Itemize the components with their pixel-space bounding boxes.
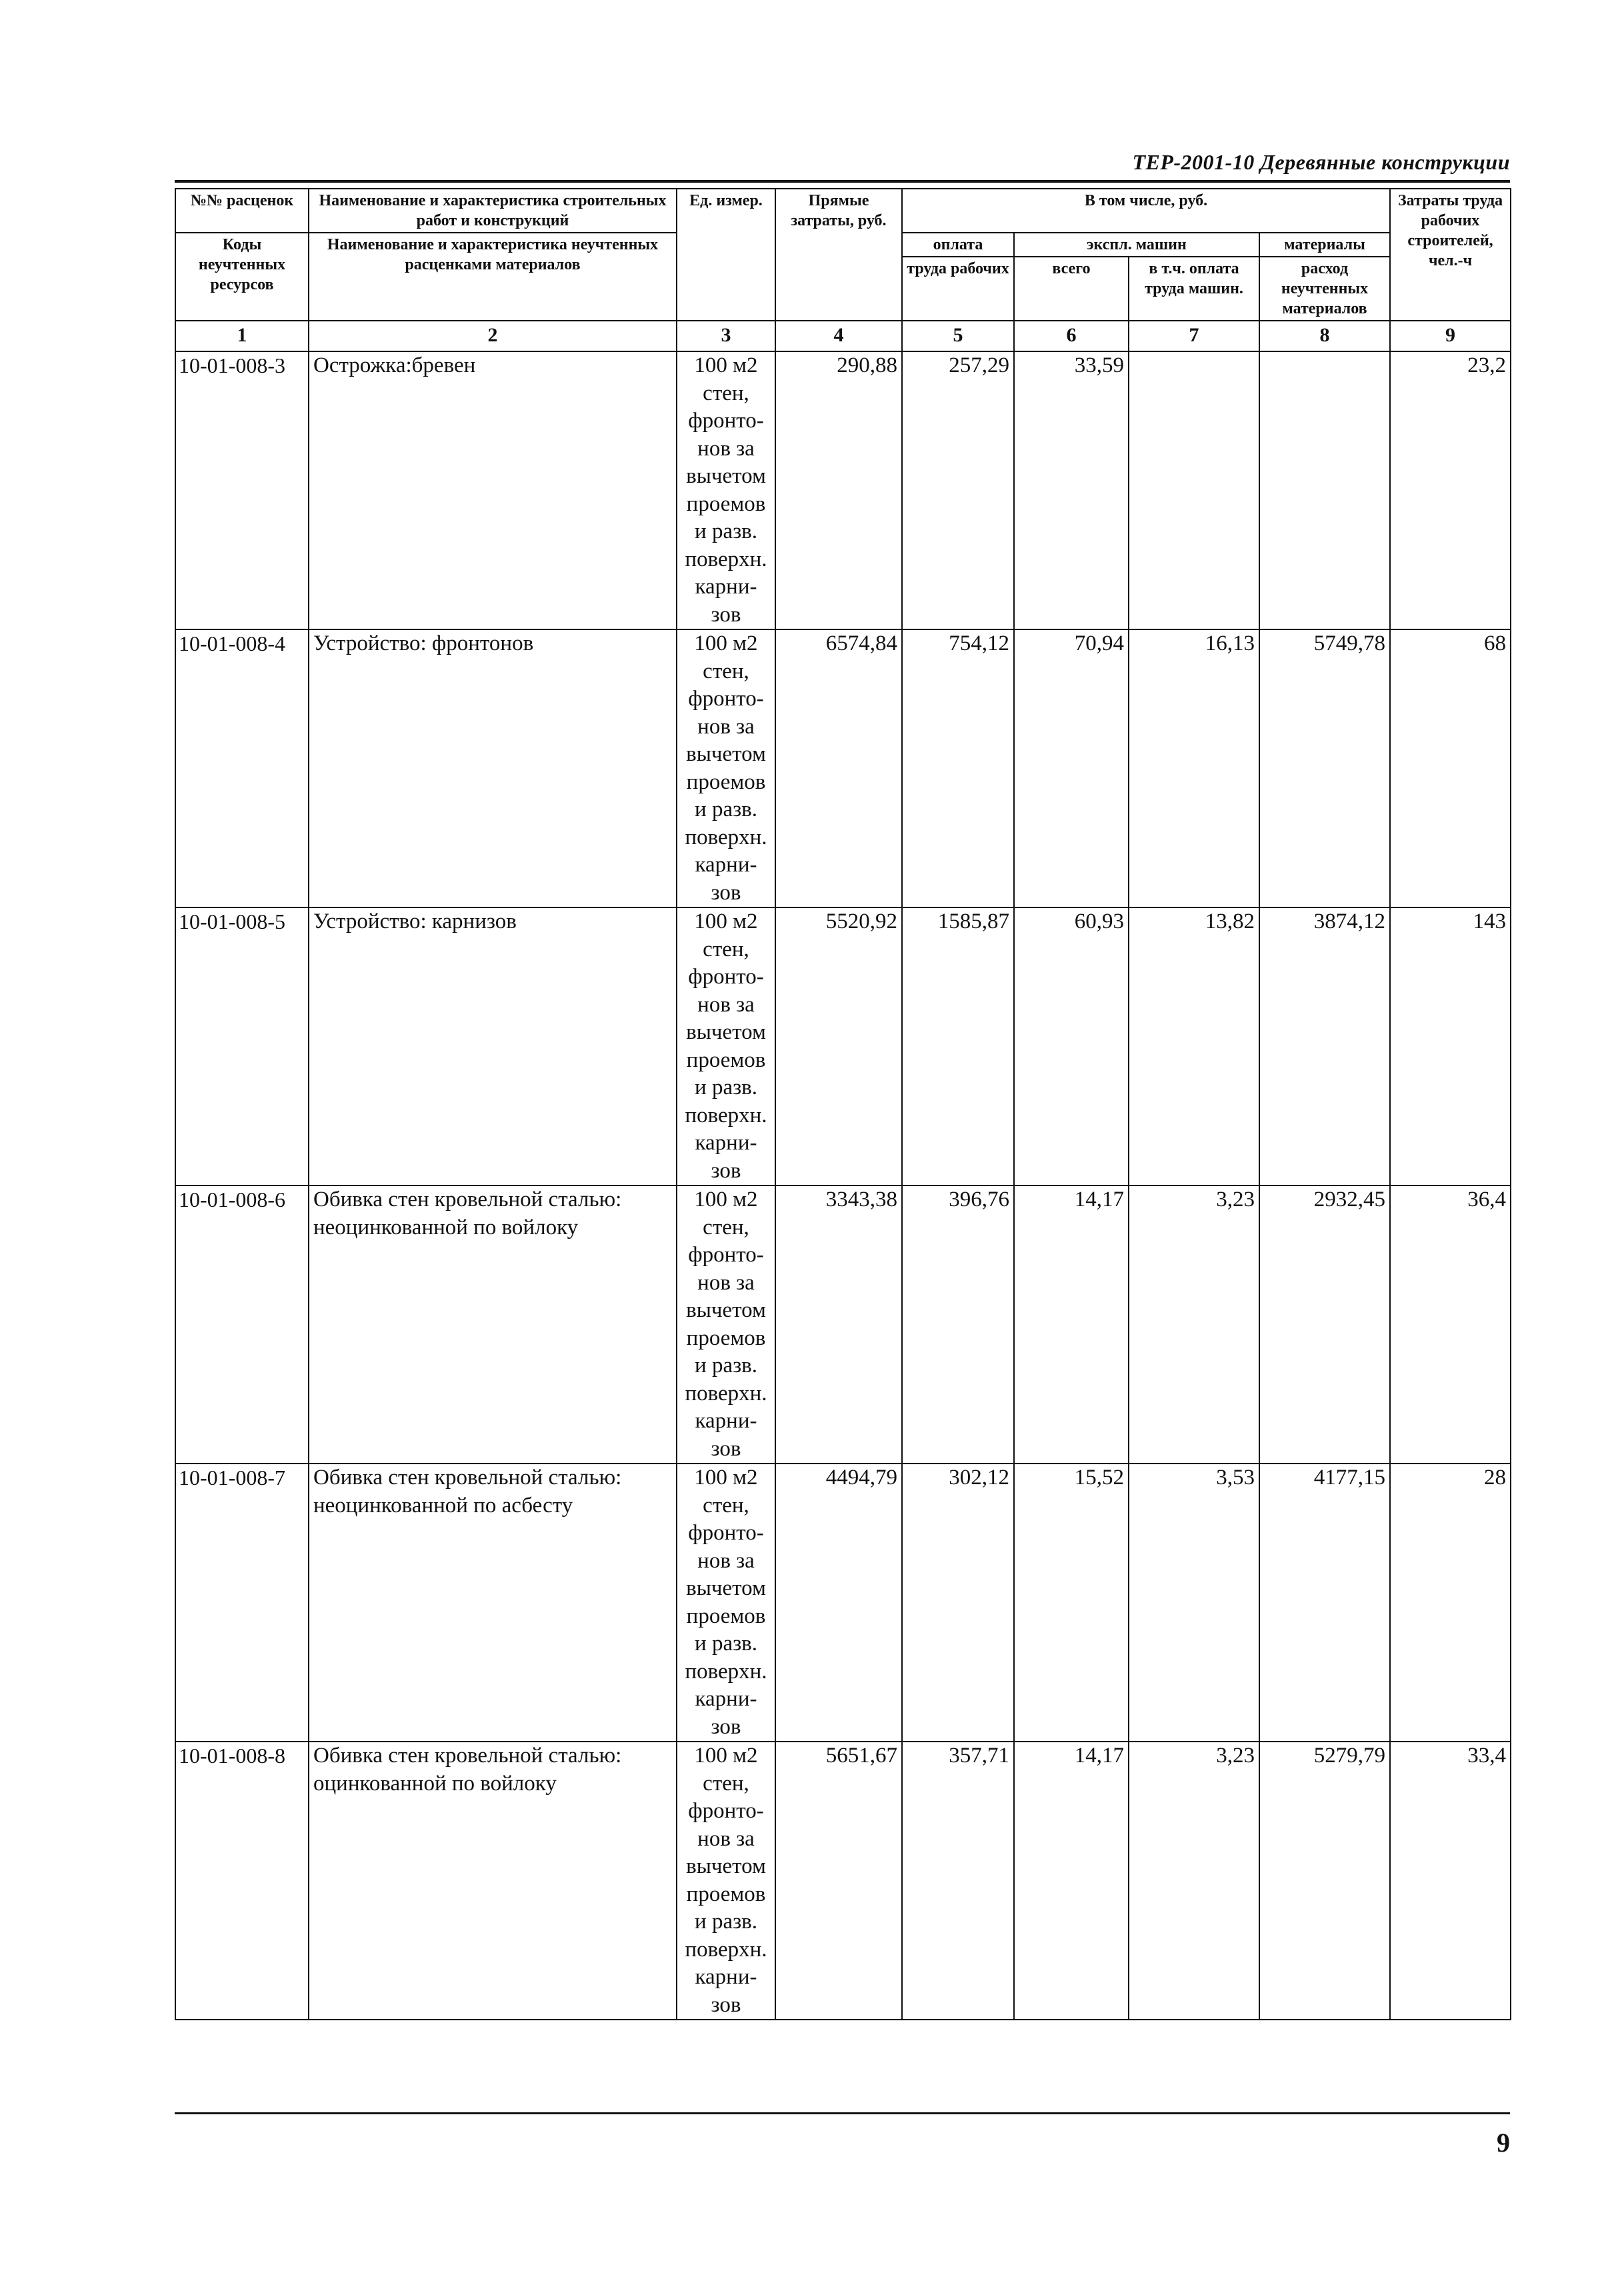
unit-line: зов xyxy=(711,1436,741,1461)
footer-rule xyxy=(175,2112,1510,2114)
header-unit: Ед. измер. xyxy=(677,189,775,321)
header-machines-top: экспл. машин xyxy=(1014,233,1259,257)
unit-line: проемов xyxy=(686,1047,766,1072)
unit-line: 100 м2 xyxy=(694,631,758,655)
unit-line: фронто- xyxy=(688,687,764,711)
unit-line: карни- xyxy=(695,575,757,599)
machine-wages-cost: 3,53 xyxy=(1129,1464,1259,1742)
rate-code: 10-01-008-7 xyxy=(175,1464,309,1742)
direct-cost: 290,88 xyxy=(775,351,902,629)
unit-line: стен, xyxy=(703,659,749,683)
rates-table-body xyxy=(175,351,1511,2020)
unit-cell xyxy=(677,351,775,629)
materials-cost: 5749,78 xyxy=(1259,629,1390,907)
header-wages-top: оплата xyxy=(902,233,1014,257)
column-number: 2 xyxy=(309,321,677,351)
table-row xyxy=(175,1186,1511,1464)
unit-line: фронто- xyxy=(688,1799,764,1823)
unit-cell xyxy=(677,629,775,907)
labor-cost: 28 xyxy=(1390,1464,1511,1742)
direct-cost: 3343,38 xyxy=(775,1186,902,1464)
unit-line: нов за xyxy=(697,436,755,461)
unit-line: карни- xyxy=(695,1965,757,1989)
header-rule xyxy=(175,180,1510,183)
unit-line: карни- xyxy=(695,853,757,877)
materials-cost: 5279,79 xyxy=(1259,1742,1390,2020)
unit-line: нов за xyxy=(697,992,755,1017)
materials-cost: 2932,45 xyxy=(1259,1186,1390,1464)
unit-line: и разв. xyxy=(695,1632,757,1656)
direct-cost: 5651,67 xyxy=(775,1742,902,2020)
work-name: Устройство: фронтонов xyxy=(309,629,677,907)
unit-line: и разв. xyxy=(695,1075,757,1099)
wages-cost: 257,29 xyxy=(902,351,1014,629)
header-wages-bottom: труда рабочих xyxy=(902,257,1014,321)
unit-line: фронто- xyxy=(688,1521,764,1545)
unit-line: фронто- xyxy=(688,409,764,433)
header-materials-bottom: расход неучтенных материалов xyxy=(1259,257,1390,321)
header-labor: Затраты труда рабочих строителей, чел.-ч xyxy=(1390,189,1511,321)
wages-cost: 1585,87 xyxy=(902,907,1014,1186)
machines-cost: 70,94 xyxy=(1014,629,1129,907)
unit-line: стен, xyxy=(703,381,749,405)
header-code-bottom: Коды неучтенных ресурсов xyxy=(175,233,309,321)
rate-code: 10-01-008-8 xyxy=(175,1742,309,2020)
header-direct: Прямые затраты, руб. xyxy=(775,189,902,321)
unit-cell xyxy=(677,907,775,1186)
unit-line: проемов xyxy=(686,1604,766,1628)
unit-line: вычетом xyxy=(686,1298,766,1322)
header-incl: В том числе, руб. xyxy=(902,189,1390,233)
unit-line: проемов xyxy=(686,1882,766,1906)
unit-line: нов за xyxy=(697,1548,755,1573)
direct-cost: 4494,79 xyxy=(775,1464,902,1742)
unit-line: и разв. xyxy=(695,1910,757,1934)
unit-line: поверхн. xyxy=(685,1659,767,1684)
unit-line: нов за xyxy=(697,714,755,739)
unit-cell xyxy=(677,1186,775,1464)
header-name-bottom: Наименование и характеристика неучтенных расценками материалов xyxy=(309,233,677,321)
running-header: ТЕР-2001-10 Деревянные конструкции xyxy=(1132,150,1510,174)
column-number: 6 xyxy=(1014,321,1129,351)
wages-cost: 302,12 xyxy=(902,1464,1014,1742)
column-number: 1 xyxy=(175,321,309,351)
rate-code: 10-01-008-6 xyxy=(175,1186,309,1464)
column-number: 5 xyxy=(902,321,1014,351)
unit-line: стен, xyxy=(703,937,749,961)
rates-table xyxy=(175,188,1511,2020)
unit-line: вычетом xyxy=(686,742,766,766)
rate-code: 10-01-008-3 xyxy=(175,351,309,629)
table-row xyxy=(175,1464,1511,1742)
unit-line: вычетом xyxy=(686,464,766,488)
work-name: Устройство: карнизов xyxy=(309,907,677,1186)
unit-line: поверхн. xyxy=(685,1381,767,1406)
machine-wages-cost: 3,23 xyxy=(1129,1742,1259,2020)
machine-wages-cost xyxy=(1129,351,1259,629)
unit-line: вычетом xyxy=(686,1854,766,1878)
work-name: Острожка:бревен xyxy=(309,351,677,629)
unit-line: проемов xyxy=(686,1326,766,1350)
unit-line: фронто- xyxy=(688,965,764,989)
machine-wages-cost: 16,13 xyxy=(1129,629,1259,907)
page-number: 9 xyxy=(1497,2128,1510,2158)
unit-line: нов за xyxy=(697,1826,755,1851)
work-name: Обивка стен кровельной сталью: оцинкованной по войлоку xyxy=(309,1742,677,2020)
direct-cost: 5520,92 xyxy=(775,907,902,1186)
unit-line: и разв. xyxy=(695,797,757,821)
column-number: 8 xyxy=(1259,321,1390,351)
column-number-row xyxy=(175,321,1511,351)
column-number: 4 xyxy=(775,321,902,351)
table-row xyxy=(175,629,1511,907)
labor-cost: 33,4 xyxy=(1390,1742,1511,2020)
materials-cost: 4177,15 xyxy=(1259,1464,1390,1742)
machine-wages-cost: 13,82 xyxy=(1129,907,1259,1186)
header-materials-top: материалы xyxy=(1259,233,1390,257)
rate-code: 10-01-008-5 xyxy=(175,907,309,1186)
machine-wages-cost: 3,23 xyxy=(1129,1186,1259,1464)
column-number: 3 xyxy=(677,321,775,351)
unit-line: и разв. xyxy=(695,1354,757,1378)
unit-line: зов xyxy=(711,602,741,627)
unit-line: вычетом xyxy=(686,1020,766,1044)
column-number: 9 xyxy=(1390,321,1511,351)
unit-line: вычетом xyxy=(686,1576,766,1600)
header-name-top: Наименование и характеристика строительных работ и конструкций xyxy=(309,189,677,233)
rate-code: 10-01-008-4 xyxy=(175,629,309,907)
unit-line: зов xyxy=(711,880,741,905)
materials-cost xyxy=(1259,351,1390,629)
unit-line: фронто- xyxy=(688,1243,764,1267)
machines-cost: 60,93 xyxy=(1014,907,1129,1186)
wages-cost: 754,12 xyxy=(902,629,1014,907)
unit-line: зов xyxy=(711,1158,741,1183)
wages-cost: 357,71 xyxy=(902,1742,1014,2020)
labor-cost: 143 xyxy=(1390,907,1511,1186)
unit-line: поверхн. xyxy=(685,1937,767,1962)
unit-line: проемов xyxy=(686,769,766,794)
table-row xyxy=(175,351,1511,629)
header-machines-total: всего xyxy=(1014,257,1129,321)
unit-line: стен, xyxy=(703,1215,749,1240)
table-row xyxy=(175,907,1511,1186)
table-row xyxy=(175,1742,1511,2020)
unit-cell xyxy=(677,1464,775,1742)
unit-line: карни- xyxy=(695,1131,757,1155)
unit-line: зов xyxy=(711,1992,741,2017)
unit-line: нов за xyxy=(697,1270,755,1295)
direct-cost: 6574,84 xyxy=(775,629,902,907)
labor-cost: 36,4 xyxy=(1390,1186,1511,1464)
labor-cost: 23,2 xyxy=(1390,351,1511,629)
unit-line: карни- xyxy=(695,1687,757,1711)
unit-line: 100 м2 xyxy=(694,909,758,933)
unit-line: и разв. xyxy=(695,519,757,543)
work-name: Обивка стен кровельной сталью: неоцинкованной по асбесту xyxy=(309,1464,677,1742)
unit-line: 100 м2 xyxy=(694,353,758,377)
unit-line: зов xyxy=(711,1714,741,1739)
machines-cost: 14,17 xyxy=(1014,1742,1129,2020)
unit-cell xyxy=(677,1742,775,2020)
machines-cost: 15,52 xyxy=(1014,1464,1129,1742)
machines-cost: 33,59 xyxy=(1014,351,1129,629)
unit-line: стен, xyxy=(703,1493,749,1518)
unit-line: 100 м2 xyxy=(694,1744,758,1768)
unit-line: поверхн. xyxy=(685,1103,767,1127)
unit-line: поверхн. xyxy=(685,825,767,849)
labor-cost: 68 xyxy=(1390,629,1511,907)
work-name: Обивка стен кровельной сталью: неоцинкованной по войлоку xyxy=(309,1186,677,1464)
unit-line: поверхн. xyxy=(685,547,767,571)
unit-line: стен, xyxy=(703,1771,749,1796)
unit-line: проемов xyxy=(686,491,766,516)
header-machines-wages: в т.ч. оплата труда машин. xyxy=(1129,257,1259,321)
column-number: 7 xyxy=(1129,321,1259,351)
machines-cost: 14,17 xyxy=(1014,1186,1129,1464)
unit-line: карни- xyxy=(695,1409,757,1433)
unit-line: 100 м2 xyxy=(694,1466,758,1490)
header-code-top: №№ расценок xyxy=(175,189,309,233)
unit-line: 100 м2 xyxy=(694,1188,758,1212)
wages-cost: 396,76 xyxy=(902,1186,1014,1464)
materials-cost: 3874,12 xyxy=(1259,907,1390,1186)
